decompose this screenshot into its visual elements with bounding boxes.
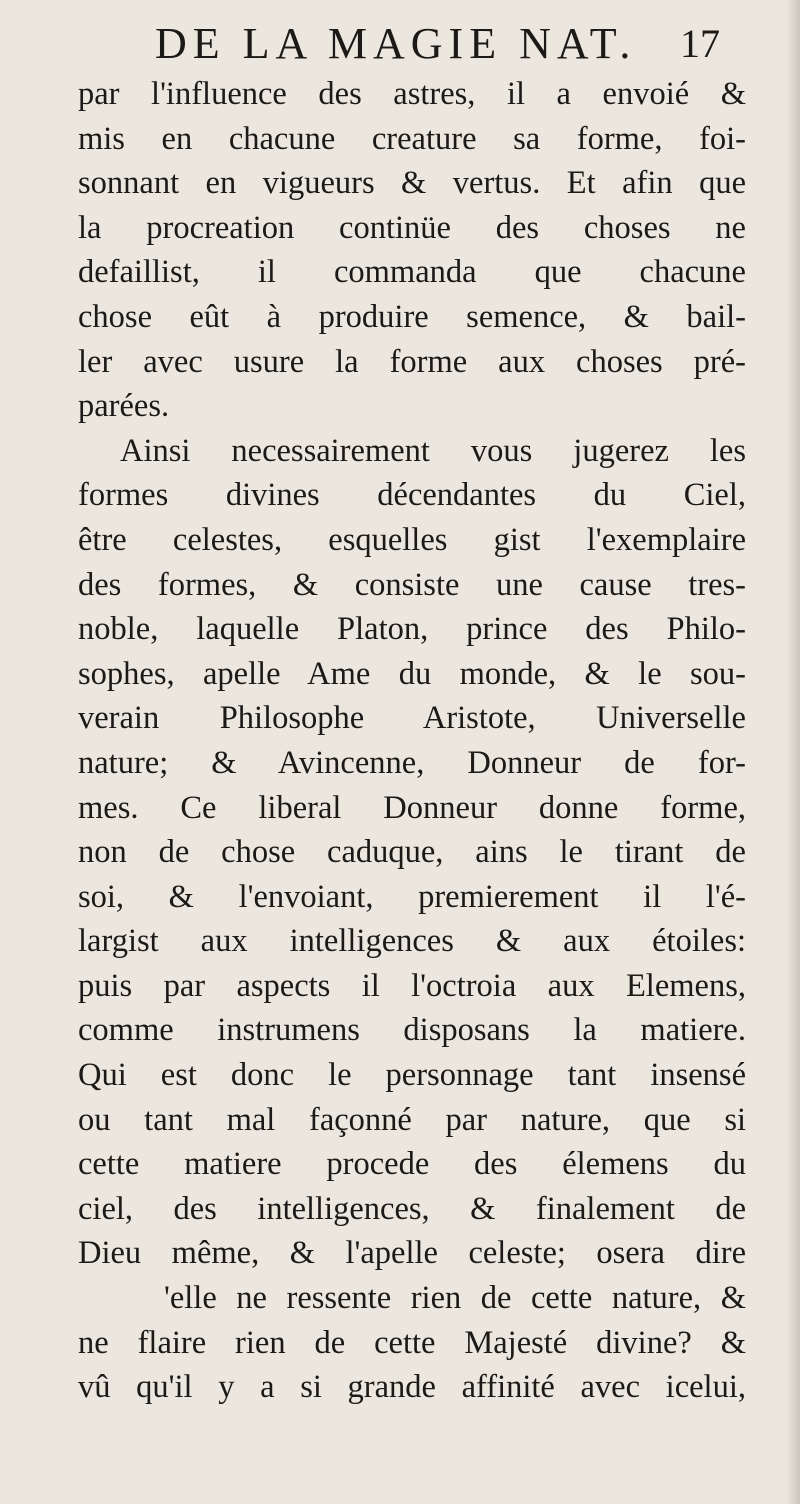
text-line: 'elle ne ressente rien de cette nature, & xyxy=(164,1280,746,1317)
text-line: verain Philosophe Aristote, Universelle xyxy=(78,700,746,737)
text-line: defaillist, il commanda que chacune xyxy=(78,254,746,291)
text-line: sonnant en vigueurs & vertus. Et afin que xyxy=(78,165,746,202)
text-line: la procreation continüe des choses ne xyxy=(78,209,746,246)
text-line: non de chose caduque, ains le tirant de xyxy=(78,834,746,871)
text-line: ler avec usure la forme aux choses pré- xyxy=(78,343,746,380)
text-line: chose eût à produire semence, & bail- xyxy=(78,298,746,335)
text-line: des formes, & consiste une cause tres- xyxy=(78,566,746,603)
text-line: parées. xyxy=(78,388,170,425)
text-line: sophes, apelle Ame du monde, & le sou- xyxy=(78,655,746,692)
text-line: Qui est donc le personnage tant insensé xyxy=(78,1057,746,1094)
page-header xyxy=(0,16,800,72)
text-line: ou tant mal façonné par nature, que si xyxy=(78,1101,746,1138)
text-line: Ainsi necessairement vous jugerez les xyxy=(120,432,746,469)
text-line: être celestes, esquelles gist l'exemplaire xyxy=(78,521,746,558)
text-line: formes divines décendantes du Ciel, xyxy=(78,477,746,514)
text-line: puis par aspects il l'octroia aux Elemens, xyxy=(78,967,746,1004)
text-line: ne flaire rien de cette Majesté divine? & xyxy=(78,1324,746,1361)
text-line: cette matiere procede des élemens du xyxy=(78,1146,746,1183)
running-head: DE LA MAGIE NAT. xyxy=(155,19,637,68)
text-line: largist aux intelligences & aux étoiles: xyxy=(78,923,746,960)
text-line: mis en chacune creature sa forme, foi- xyxy=(78,120,746,157)
text-line: Dieu même, & l'apelle celeste; osera dire xyxy=(78,1235,746,1272)
body-text xyxy=(78,72,746,1410)
text-line: nature; & Avincenne, Donneur de for- xyxy=(78,744,746,781)
text-line: ciel, des intelligences, & finalement de xyxy=(78,1190,746,1227)
text-line: mes. Ce liberal Donneur donne forme, xyxy=(78,789,746,826)
text-line: soi, & l'envoiant, premierement il l'é- xyxy=(78,878,746,915)
text-line: vû qu'il y a si grande affinité avec icelui, xyxy=(78,1369,746,1406)
page-number: 17 xyxy=(680,21,720,66)
text-line: comme instrumens disposans la matiere. xyxy=(78,1012,746,1049)
text-line: par l'influence des astres, il a envoié & xyxy=(78,76,746,112)
text-line: noble, laquelle Platon, prince des Philo- xyxy=(78,611,746,648)
